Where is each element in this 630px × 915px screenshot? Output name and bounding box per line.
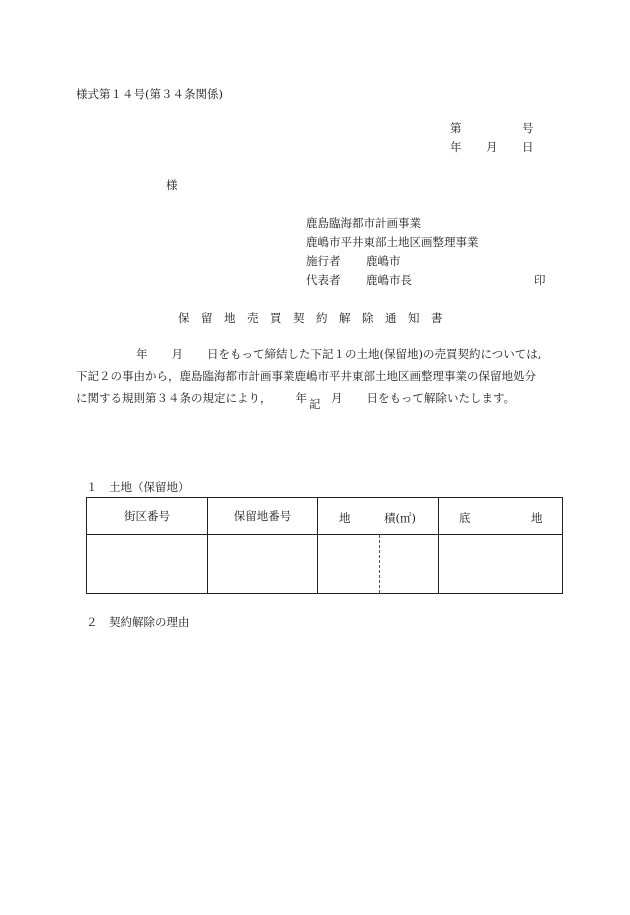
cell-reserve-land-number bbox=[208, 535, 318, 594]
header-reserve-land-number: 保留地番号 bbox=[208, 498, 318, 535]
table-header-row bbox=[87, 498, 563, 535]
body-line-3-tail: 日をもって解除いたします。 bbox=[366, 391, 516, 405]
date-tsuki: 月 bbox=[486, 140, 498, 154]
form-id: 様式第１４号(第３４条関係) bbox=[76, 87, 223, 101]
header-base-b: 地 bbox=[531, 511, 543, 525]
body-date-tsuki-2: 月 bbox=[331, 391, 343, 405]
representative-label: 代表者 bbox=[306, 273, 341, 287]
representative-value: 鹿嶋市長 bbox=[366, 273, 412, 287]
land-table bbox=[86, 497, 563, 594]
body-line-3-text: に関する規則第３４条の規定により， bbox=[76, 391, 272, 405]
executor-label: 施行者 bbox=[306, 254, 341, 268]
body-date-nen: 年 bbox=[136, 347, 148, 361]
body-date-nen-2: 年 bbox=[295, 391, 307, 405]
addressee-suffix: 様 bbox=[166, 178, 178, 192]
header-area-a: 地 bbox=[339, 511, 351, 525]
header-area bbox=[318, 498, 439, 535]
header-base bbox=[439, 498, 563, 535]
body-date-tsuki: 月 bbox=[171, 347, 183, 361]
body-line-1 bbox=[76, 343, 576, 365]
executor-value: 鹿嶋市 bbox=[366, 254, 401, 268]
body-line-3 bbox=[76, 387, 576, 409]
cell-block-number bbox=[87, 535, 208, 594]
body-paragraph bbox=[76, 343, 576, 409]
body-line-2: 下記２の事由から，鹿島臨海都市計画事業鹿嶋市平井東部土地区画整理事業の保留地処分 bbox=[76, 369, 536, 383]
date-hi: 日 bbox=[522, 140, 534, 154]
header-base-a: 底 bbox=[459, 511, 471, 525]
table-row bbox=[87, 535, 563, 594]
header-area-b: 積(㎡) bbox=[384, 511, 416, 525]
header-block-number: 街区番号 bbox=[87, 498, 208, 535]
section-2-label: ２ 契約解除の理由 bbox=[86, 615, 190, 629]
body-line-1-text: 日をもって締結した下記１の土地(保留地)の売買契約については, bbox=[207, 347, 542, 361]
cell-base bbox=[439, 535, 563, 594]
document-title: 保 留 地 売 買 契 約 解 除 通 知 書 bbox=[178, 311, 443, 325]
section-1-label: １ 土地（保留地） bbox=[86, 480, 190, 494]
sender-line1: 鹿島臨海都市計画事業 bbox=[306, 216, 421, 230]
date-nen: 年 bbox=[450, 140, 462, 154]
seal-mark: 印 bbox=[534, 273, 546, 287]
doc-number-dai: 第 bbox=[450, 121, 462, 135]
sender-line2: 鹿嶋市平井東部土地区画整理事業 bbox=[306, 235, 479, 249]
doc-number-go: 号 bbox=[522, 121, 534, 135]
ki-heading: 記 bbox=[309, 397, 321, 411]
area-decimal-divider bbox=[379, 535, 380, 593]
cell-area bbox=[318, 535, 439, 594]
